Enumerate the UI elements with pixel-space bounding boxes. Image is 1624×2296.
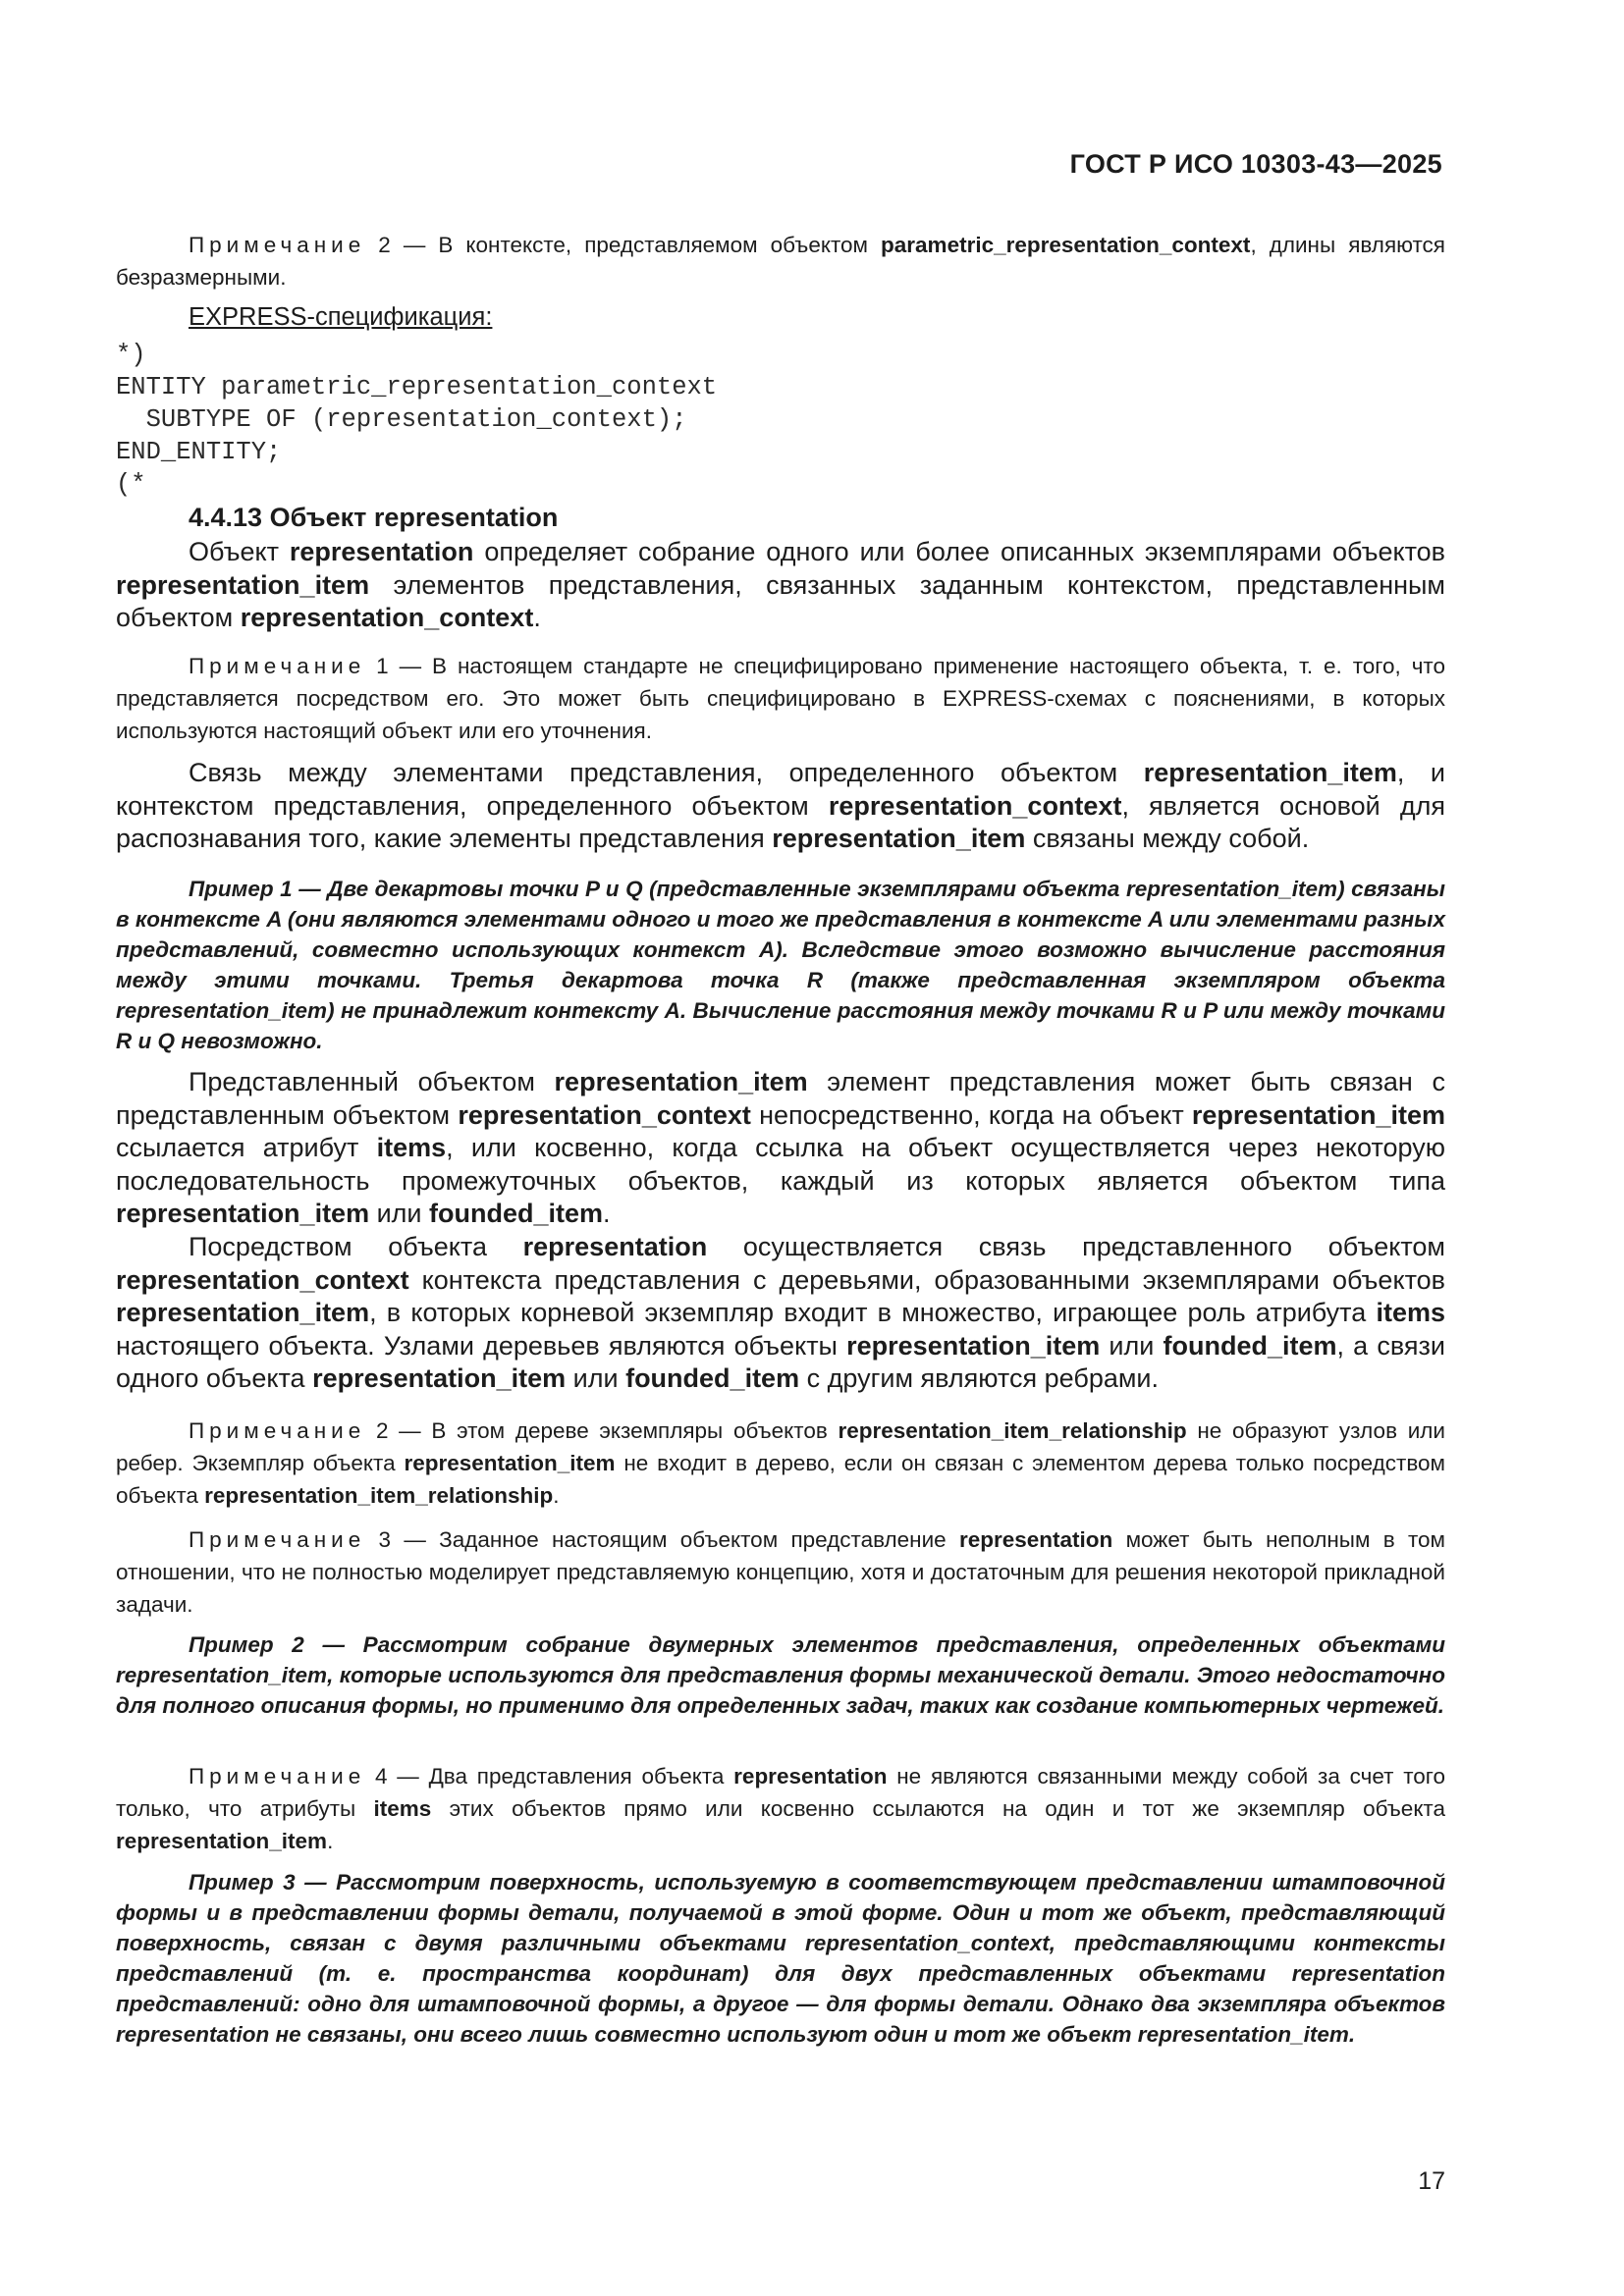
paragraph-1: Объект representation определяет собрание одного или более описанных экземплярами объектов representation_item элементов представления, связанных заданным контекстом, представленным объектом representation_context. bbox=[116, 537, 1445, 632]
example-1: Пример 1 — Две декартовы точки P и Q (представленные экземплярами объекта representation_item) связаны в контексте A (они являются элементами одного и того же представления в контексте A или элементами разных представлений, совместно использующих контекст A). Вследствие этого возможно вычисление расстояния между этими точками. Третья декартова точка R (также представленная экземпляром объекта representation_item) не принадлежит контексту A. Вычисление расстояния между точками R и P или между точками R и Q невозможно. bbox=[116, 877, 1445, 1053]
express-spec-label: EXPRESS-спецификация: bbox=[189, 303, 493, 331]
note-label: Примечание bbox=[189, 233, 366, 257]
paragraph-4: Посредством объекта representation осуществляется связь представленного объектом representation_context контекста представления с деревьями, образованными экземплярами объектов representation_item, в которых корневой экземпляр входит в множество, играющее роль атрибута items настоящего объекта. Узлами деревьев являются объекты representation_item или founded_item, а связи одного объекта representation_item или founded_item с другим являются ребрами. bbox=[116, 1232, 1445, 1393]
note-2: Примечание 2 — В этом дереве экземпляры объектов representation_item_relationship не образуют узлов или ребер. Экземпляр объекта representation_item не входит в дерево, если он связан с элементом дерева только посредством объекта representation_item_relationship. bbox=[116, 1418, 1445, 1508]
paragraph-2: Связь между элементами представления, определенного объектом representation_item, и контекстом представления, определенного объектом representation_context, является основой для распознавания того, какие элементы представления representation_item связаны между собой. bbox=[116, 758, 1445, 853]
example-2: Пример 2 — Рассмотрим собрание двумерных элементов представления, определенных объектами representation_item, которые используются для представления формы механической детали. Этого недостаточно для полного описания формы, но применимо для определенных задач, таких как создание компьютерных чертежей. bbox=[116, 1632, 1445, 1718]
note-3: Примечание 3 — Заданное настоящим объектом представление representation может быть неполным в том отношении, что не полностью моделирует представляемую концепцию, хотя и достаточным для решения некоторой прикладной задачи. bbox=[116, 1527, 1445, 1617]
code-line: (* bbox=[116, 470, 146, 499]
standard-header: ГОСТ Р ИСО 10303-43—2025 bbox=[1069, 149, 1442, 179]
paragraph-3: Представленный объектом representation_item элемент представления может быть связан с представленным объектом representation_context непосредственно, когда на объект representation_item ссылается атрибут items, или косвенно, когда ссылка на объект осуществляется через некоторую последовательность промежуточных объектов, каждый из которых является объектом типа representation_item или founded_item. bbox=[116, 1067, 1446, 1228]
section-heading: 4.4.13 Объект representation bbox=[189, 503, 559, 532]
code-line: END_ENTITY; bbox=[116, 438, 282, 466]
note-1: Примечание 1 — В настоящем стандарте не специфицировано применение настоящего объекта, т. е. того, что представляется посредством его. Это может быть специфицировано в EXPRESS-схемах с пояснениями, в которых используются настоящий объект или его уточнения. bbox=[116, 654, 1445, 743]
example-3: Пример 3 — Рассмотрим поверхность, используемую в соответствующем представлении штамповочной формы и в представлении формы детали, получаемой в этой форме. Один и тот же объект, представляющий поверхность, связан с двумя различными объектами representation_context, представляющими контексты представлений (т. е. пространства координат) для двух представленных объектами representation представлений: одно для штамповочной формы, а другое — для формы детали. Однако два экземпляра объектов representation не связаны, они всего лишь совместно используют один и тот же объект representation_item. bbox=[116, 1870, 1445, 2047]
code-line: SUBTYPE OF (representation_context); bbox=[116, 405, 687, 434]
note-label: Примечание bbox=[189, 654, 366, 678]
note-label: Примечание bbox=[189, 1764, 366, 1789]
note-label: Примечание bbox=[189, 1527, 366, 1552]
note-label: Примечание bbox=[189, 1418, 366, 1443]
note-4: Примечание 4 — Два представления объекта representation не являются связанными между собой за счет того только, что атрибуты items этих объектов прямо или косвенно ссылаются на один и тот же экземпляр объекта representation_item. bbox=[116, 1764, 1445, 1853]
code-line: *) bbox=[116, 341, 146, 369]
code-line: ENTITY parametric_representation_context bbox=[116, 373, 718, 401]
note-2-top: Примечание 2 — В контексте, представляемом объектом parametric_representation_context, длины являются безразмерными. bbox=[116, 233, 1445, 290]
page-number: 17 bbox=[1418, 2167, 1445, 2195]
